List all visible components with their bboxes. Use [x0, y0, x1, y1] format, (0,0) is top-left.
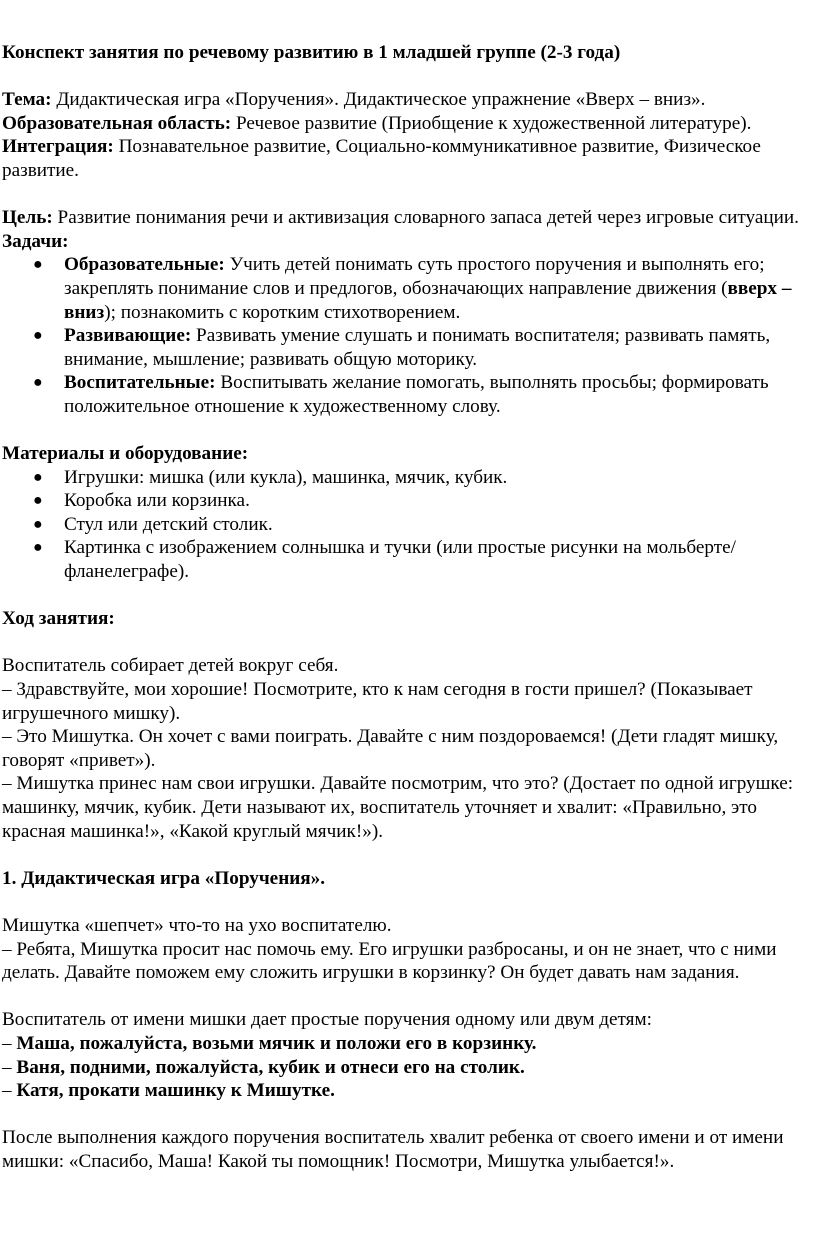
bullet-icon: ●	[33, 492, 43, 510]
list-item: ● Коробка или корзинка.	[33, 490, 250, 512]
task-label: Развивающие:	[64, 325, 192, 347]
section1-after: После выполнения каждого поручения воспитатель хвалит ребенка от своего имени и от имени мишки: «Спасибо, Маша! Какой ты помощник! Посмотри, Мишутка улыбается!».	[2, 1127, 784, 1172]
task-educational: ● Образовательные: Учить детей понимать суть простого поручения и выполнять его; закреплять понимание слов и предлогов, обозначающих направление движения (вверх – вниз); познакомить с коротким стихотворением.	[33, 254, 792, 323]
course-line: – Здравствуйте, мои хорошие! Посмотрите, кто к нам сегодня в гости пришел? (Показывает игрушечного мишку).	[2, 679, 753, 724]
tasks-list	[2, 253, 802, 418]
bullet-icon: ●	[33, 374, 43, 392]
order-line: – Ваня, подними, пожалуйста, кубик и отнеси его на столик.	[2, 1056, 525, 1078]
goal-label: Цель:	[2, 207, 53, 229]
task-label: Воспитательные:	[64, 372, 216, 394]
bullet-icon: ●	[33, 539, 43, 557]
document-page	[2, 41, 802, 1174]
section1-lead: Воспитатель от имени мишки дает простые поручения одному или двум детям:	[2, 1009, 652, 1031]
course-line: Воспитатель собирает детей вокруг себя.	[2, 655, 339, 677]
section1-intro-line: Мишутка «шепчет» что-то на ухо воспитателю.	[2, 914, 392, 936]
bullet-icon: ●	[33, 256, 43, 274]
section1-intro-line: – Ребята, Мишутка просит нас помочь ему. Его игрушки разбросаны, и он не знает, что с ними делать. Давайте поможем ему сложить игрушки в корзинку? Он будет давать нам задания.	[2, 938, 777, 984]
goal-text: Развитие понимания речи и активизация словарного запаса детей через игровые ситуации.	[52, 207, 799, 229]
meta-area-text: Речевое развитие (Приобщение к художественной литературе).	[231, 112, 752, 134]
list-item: ● Игрушки: мишка (или кукла), машинка, мячик, кубик.	[33, 466, 508, 488]
order-line: – Катя, прокати машинку к Мишутке.	[2, 1080, 335, 1102]
course-line: – Мишутка принес нам свои игрушки. Давайте посмотрим, что это? (Достает по одной игрушке: машинку, мячик, кубик. Дети называют их, воспитатель уточняет и хвалит: «Правильно, это красная машинка!», «Какой круглый мячик!»).	[2, 773, 794, 842]
meta-integration-text: Познавательное развитие, Социально-коммуникативное развитие, Физическое развитие.	[2, 136, 761, 181]
task-upbringing: ● Воспитательные: Воспитывать желание помогать, выполнять просьбы; формировать положительное отношение к художественному слову.	[33, 372, 769, 417]
bullet-icon: ●	[33, 515, 43, 533]
section1-heading: 1. Дидактическая игра «Поручения».	[2, 867, 326, 889]
meta-area-label: Образовательная область:	[2, 112, 232, 134]
order-line: – Маша, пожалуйста, возьми мячик и положи его в корзинку.	[2, 1032, 537, 1054]
task-label: Образовательные:	[64, 254, 225, 276]
document-title: Конспект занятия по речевому развитию в 1 младшей группе (2-3 года)	[2, 42, 621, 63]
meta-area	[2, 112, 802, 136]
meta-topic-label: Тема:	[2, 89, 52, 111]
meta-integration-label: Интеграция:	[2, 136, 114, 158]
tasks-heading: Задачи:	[2, 230, 69, 252]
meta-topic-text: Дидактическая игра «Поручения». Дидактическое упражнение «Вверх – вниз».	[51, 89, 706, 111]
task-developing: ● Развивающие: Развивать умение слушать и понимать воспитателя; развивать память, внимание, мышление; развивать общую моторику.	[33, 325, 771, 370]
list-item: ● Картинка с изображением солнышка и тучки (или простые рисунки на мольберте/фланелеграфе).	[33, 537, 736, 583]
goal	[2, 206, 802, 230]
meta-topic	[2, 88, 802, 112]
list-item: ● Стул или детский столик.	[33, 513, 273, 535]
materials-heading: Материалы и оборудование:	[2, 443, 249, 465]
meta-integration	[2, 135, 802, 182]
course-heading: Ход занятия:	[2, 608, 115, 630]
bullet-icon: ●	[33, 327, 43, 345]
course-line: – Это Мишутка. Он хочет с вами поиграть. Давайте с ним поздороваемся! (Дети гладят мишку, говорят «привет»).	[2, 726, 779, 771]
materials-list	[2, 466, 802, 584]
bullet-icon: ●	[33, 468, 43, 486]
